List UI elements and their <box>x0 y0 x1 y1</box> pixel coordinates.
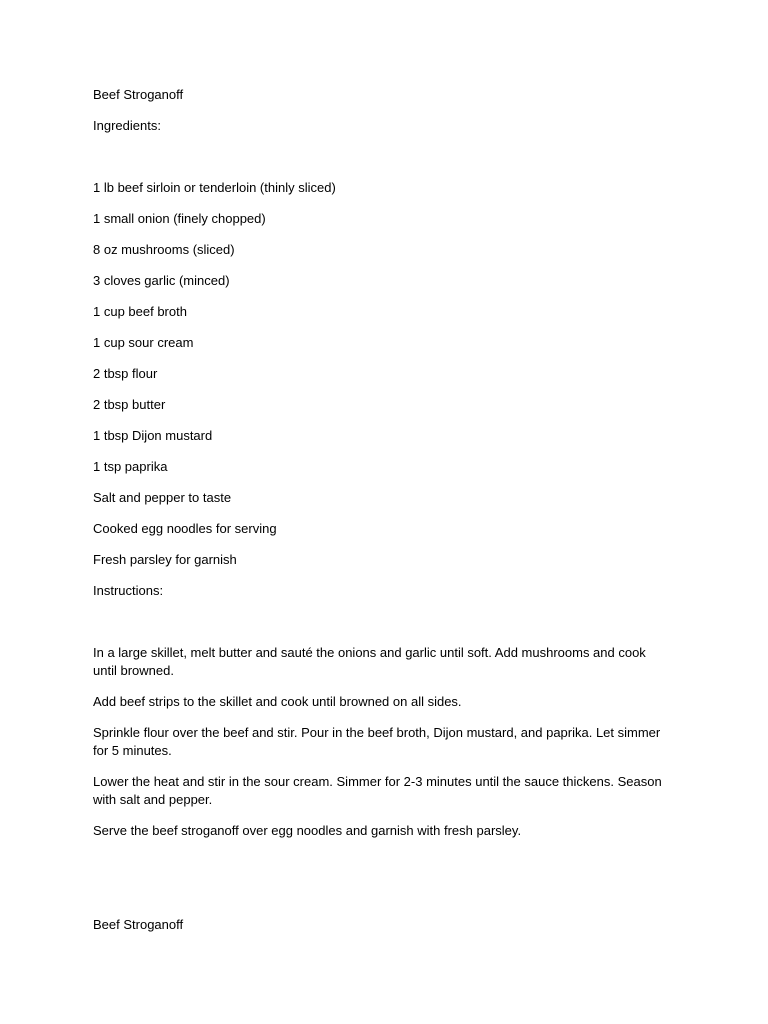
ingredient-item: 1 tbsp Dijon mustard <box>93 428 213 443</box>
instruction-step: Serve the beef stroganoff over egg noodles and garnish with fresh parsley. <box>93 823 522 838</box>
ingredient-item: 3 cloves garlic (minced) <box>93 273 230 288</box>
ingredients-list <box>93 179 673 569</box>
instruction-step: In a large skillet, melt butter and sauté the onions and garlic until soft. Add mushrooms and cook until browned. <box>93 645 646 678</box>
instruction-step: Add beef strips to the skillet and cook until browned on all sides. <box>93 694 462 709</box>
ingredient-item: Cooked egg noodles for serving <box>93 521 277 536</box>
document-page <box>93 86 673 934</box>
ingredient-item: 1 cup sour cream <box>93 335 194 350</box>
recipe-title: Beef Stroganoff <box>93 87 184 102</box>
ingredient-item: 1 tsp paprika <box>93 459 168 474</box>
instructions-list <box>93 644 673 840</box>
ingredient-item: 1 cup beef broth <box>93 304 187 319</box>
ingredient-item: 2 tbsp flour <box>93 366 158 381</box>
ingredient-item: 1 small onion (finely chopped) <box>93 211 266 226</box>
instruction-step: Sprinkle flour over the beef and stir. Pour in the beef broth, Dijon mustard, and paprika. Let simmer for 5 minutes. <box>93 725 661 758</box>
repeated-recipe-title: Beef Stroganoff <box>93 917 184 932</box>
ingredient-item: Fresh parsley for garnish <box>93 552 237 567</box>
ingredient-item: 8 oz mushrooms (sliced) <box>93 242 235 257</box>
ingredient-item: 1 lb beef sirloin or tenderloin (thinly sliced) <box>93 180 336 195</box>
ingredients-heading: Ingredients: <box>93 118 161 133</box>
instructions-heading: Instructions: <box>93 583 164 598</box>
ingredient-item: 2 tbsp butter <box>93 397 166 412</box>
instruction-step: Lower the heat and stir in the sour cream. Simmer for 2-3 minutes until the sauce thickens. Season with salt and pepper. <box>93 774 662 807</box>
ingredient-item: Salt and pepper to taste <box>93 490 232 505</box>
